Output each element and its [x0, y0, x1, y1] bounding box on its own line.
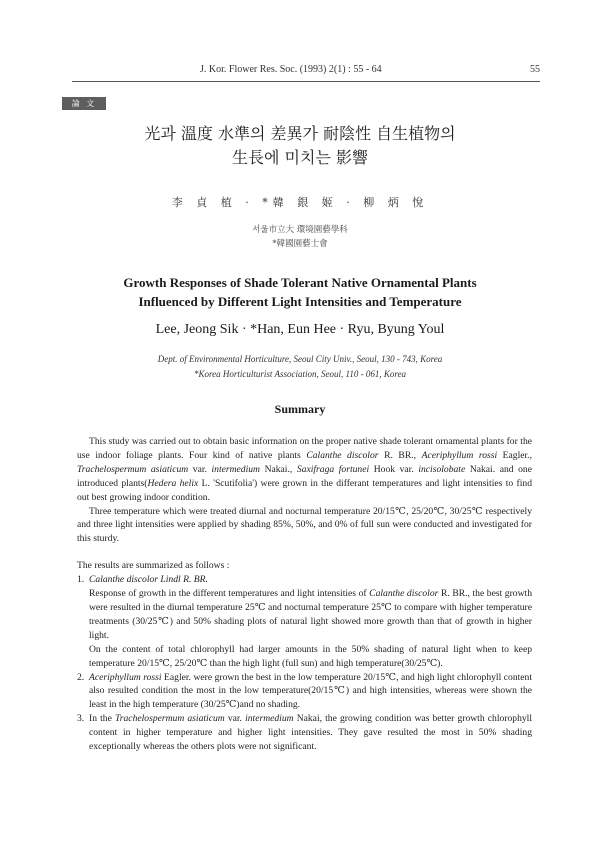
korean-title-line-2: 生長에 미치는 影響 — [232, 148, 368, 167]
summary-heading: Summary — [274, 402, 326, 416]
species-name: Trachelospermum asiaticum — [114, 713, 225, 725]
korean-authors: 李 貞 植 · *韓 銀 姬 · 柳 炳 悅 — [171, 196, 429, 209]
header-rule — [72, 81, 540, 82]
species-name: intermedium — [245, 713, 294, 725]
korean-title — [0, 122, 600, 170]
text-run: R. BR., — [378, 449, 422, 461]
text-run: Nakai, the growing condition was better growth chlorophyll content in higher temperature and higher light intensities. They gave resulted the most in 50% shading exceptionally whereas the others plots were not significant. — [89, 713, 532, 753]
species-name: Aceriphyllum rossi — [89, 671, 162, 683]
english-affiliations — [0, 352, 600, 382]
result-number: 1. — [77, 574, 85, 586]
results-list — [77, 573, 532, 754]
result-number: 2. — [77, 671, 85, 683]
page-number: 55 — [530, 64, 540, 75]
summary-paragraph-1 — [77, 435, 532, 505]
korean-affiliation-2: *韓國園藝士會 — [272, 239, 328, 249]
english-affiliation-2: *Korea Horticulturist Association, Seoul, 110 - 061, Korea — [194, 369, 406, 379]
text-run: var. — [224, 713, 246, 725]
text-run: This study was carried out to obtain basic information on the proper native shade tolerant ornamental plants for the use indoor foliage plants. Four kind of native plants — [77, 436, 532, 461]
species-name: Calanthe discolor — [306, 449, 379, 461]
summary-paragraph-2: Three temperature which were treated diurnal and nocturnal temperature 20/15℃, 25/20℃, 30/25℃ respectively and three light intensities were applied by shading 85%, 50%, and 0% of full sun were conducted and investigated for this sturdy. — [77, 505, 532, 545]
journal-reference: J. Kor. Flower Res. Soc. (1993) 2(1) : 55 - 64 — [200, 64, 382, 75]
species-name: incisolobate — [418, 463, 466, 475]
article-type-badge: 論 文 — [62, 97, 106, 110]
text-run: Response of growth in the different temperatures and light intensities of — [89, 588, 370, 600]
english-title-line-1: Growth Responses of Shade Tolerant Native Ornamental Plants — [123, 275, 477, 290]
result-paragraph: On the content of total chlorophyll had larger amounts in the 50% shading of natural light when to keep temperature 20/15℃, 25/20℃ than the high light (full sun) and high temperature(30/25℃). — [89, 643, 532, 669]
species-name: Trachelospermum asiaticum — [77, 463, 189, 475]
result-paragraph — [89, 712, 532, 754]
result-item-2 — [77, 671, 532, 713]
text-run: In the — [89, 713, 115, 725]
results-intro: The results are summarized as follows : — [77, 560, 230, 572]
text-run: R. BR., the best growth were resulted in the diurnal temperature 25℃ and nocturnal temperature 25℃ to compare with higher temperature treatments (30/25℃) and 50% shading plots of natural light showed more growth than that of growth in higher light. — [89, 588, 532, 641]
text-run: L. 'Scutifolia') were grown in the differant temperatures and light intensities to find out best growing indoor condition. — [77, 477, 532, 503]
english-title — [0, 273, 600, 311]
korean-title-line-1: 光과 溫度 水準의 差異가 耐陰性 自生植物의 — [144, 124, 456, 143]
english-authors: Lee, Jeong Sik · *Han, Eun Hee · Ryu, Byung Youl — [155, 322, 445, 337]
text-run: var. — [188, 463, 212, 475]
result-item-3 — [77, 712, 532, 754]
korean-affiliation-1: 서울市立大 環境園藝學科 — [252, 225, 348, 235]
species-name: Calanthe discolor — [369, 588, 439, 600]
species-name: Aceriphyllum rossi — [421, 449, 498, 461]
species-name: Calanthe discolor Lindl R. BR. — [89, 574, 208, 586]
text-run: Nakai. and one introduced plants( — [77, 463, 532, 489]
text-run: Eagler., — [497, 449, 532, 461]
result-number: 3. — [77, 713, 85, 725]
result-species-heading — [89, 573, 532, 587]
result-paragraph — [89, 587, 532, 643]
species-name: Hedera helix — [147, 477, 199, 489]
text-run: Hook var. — [369, 463, 419, 475]
text-run: Nakai., — [259, 463, 297, 475]
korean-affiliations — [0, 223, 600, 251]
english-title-line-2: Influenced by Different Light Intensities and Temperature — [138, 294, 462, 309]
text-run: Eagler. were grown the best in the low temperature 20/15℃, and high light chlorophyll content also resulted condition the most in the low temperature(20/15℃) and high intensities, whereas were shown the least in the high temperature (30/25℃)and no shading. — [89, 671, 533, 711]
summary-body — [77, 435, 532, 754]
species-name: Saxifraga fortunei — [296, 463, 370, 475]
species-name: intermedium — [211, 463, 260, 475]
english-affiliation-1: Dept. of Environmental Horticulture, Seoul City Univ., Seoul, 130 - 743, Korea — [157, 354, 443, 364]
result-paragraph — [89, 671, 532, 713]
result-item-1 — [77, 573, 532, 670]
